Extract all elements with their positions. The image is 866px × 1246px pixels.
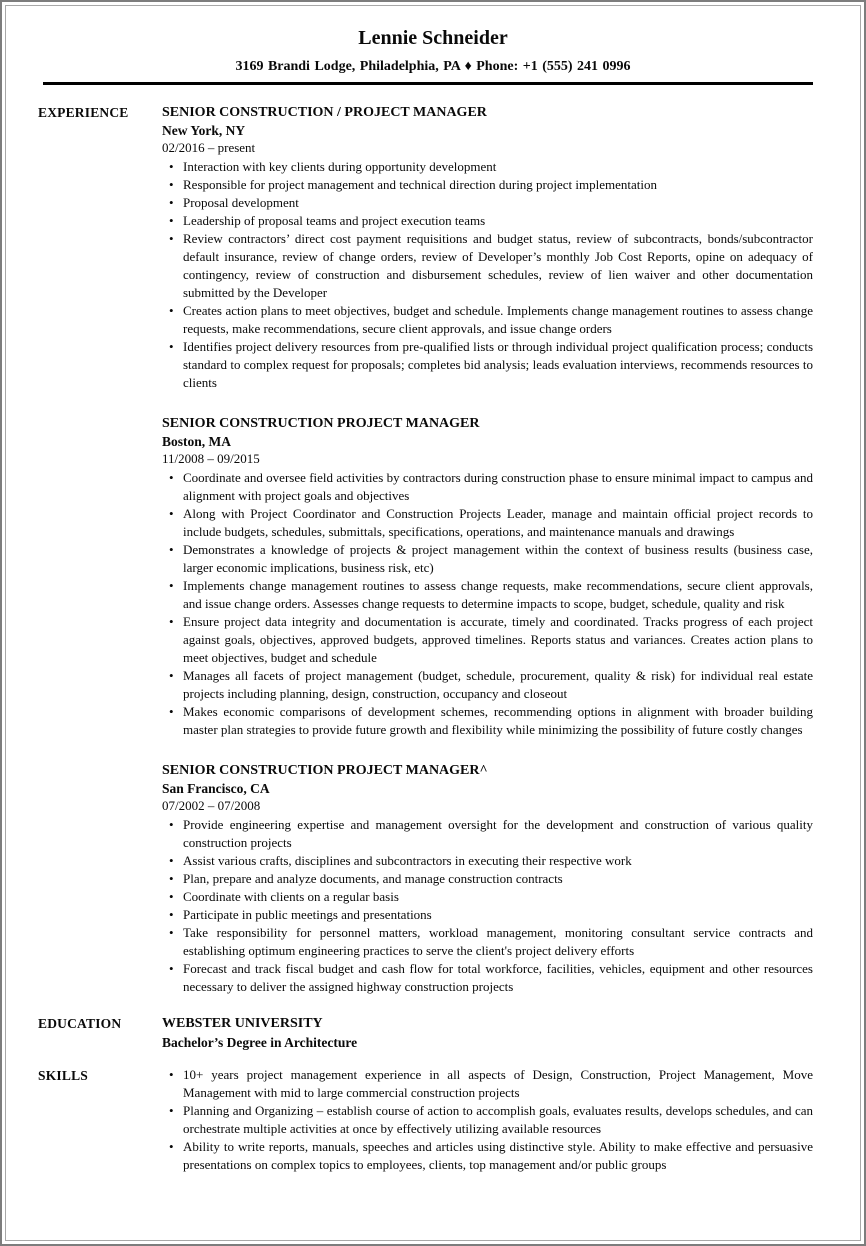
job-entry (162, 103, 813, 392)
bullet-item: • 10+ years project management experience in all aspects of Design, Construction, Project Management, Move Management with mid to large commercial construction projects (162, 1066, 813, 1102)
education-label: EDUCATION (38, 1016, 122, 1031)
job-bullet-list (162, 469, 813, 739)
bullet-item: • Leadership of proposal teams and project execution teams (162, 212, 813, 230)
contact-line: 3169 Brandi Lodge, Philadelphia, PA ♦ Phone: +1 (555) 241 0996 (235, 59, 631, 74)
skills-label: SKILLS (38, 1068, 88, 1083)
resume-header (6, 6, 860, 75)
bullet-item: • Take responsibility for personnel matters, workload management, monitoring consultant service contracts and establishing optimum engineering practices to serve the client's project delivery efforts (162, 924, 813, 960)
bullet-item: • Provide engineering expertise and management oversight for the development and construction of various quality construction projects (162, 816, 813, 852)
experience-label: EXPERIENCE (38, 105, 129, 120)
job-bullet-list (162, 816, 813, 996)
skills-body (162, 1066, 813, 1174)
job-title: SENIOR CONSTRUCTION / PROJECT MANAGER (162, 105, 487, 120)
job-title: SENIOR CONSTRUCTION PROJECT MANAGER^ (162, 763, 488, 778)
job-entry (162, 414, 813, 739)
bullet-item: • Along with Project Coordinator and Construction Projects Leader, manage and maintain official project records to include budgets, schedules, submittals, specifications, operations, and maintenance manuals and drawings (162, 505, 813, 541)
bullet-item: • Responsible for project management and technical direction during project implementation (162, 176, 813, 194)
bullet-item: • Coordinate and oversee field activities by contractors during construction phase to ensure minimal impact to campus and alignment with project goals and objectives (162, 469, 813, 505)
education-body (162, 1014, 813, 1052)
bullet-item: • Participate in public meetings and presentations (162, 906, 813, 924)
bullet-item: • Planning and Organizing – establish course of action to accomplish goals, evaluates results, develops schedules, and can orchestrate multiple activities at once by effectively utilizing available resources (162, 1102, 813, 1138)
bullet-item: • Makes economic comparisons of development schemes, recommending options in alignment with broader building master plan strategies to provide future growth and flexibility while minimizing the possibility of future costly changes (162, 703, 813, 739)
bullet-item: • Identifies project delivery resources from pre-qualified lists or through individual project qualification process; conducts standard to complex request for proposals; completes bid analysis; leads evaluation interviews, recommends resources to clients (162, 338, 813, 392)
bullet-item: • Manages all facets of project management (budget, schedule, procurement, quality & risk) for individual real estate projects including planning, design, construction, occupancy and closeout (162, 667, 813, 703)
bullet-item: • Demonstrates a knowledge of projects & project management within the context of business results (business case, larger economic implications, business risk, etc) (162, 541, 813, 577)
bullet-item: • Creates action plans to meet objectives, budget and schedule. Implements change management routines to assess change requests, make recommendations, secure client approvals, and issue change orders (162, 302, 813, 338)
job-location: San Francisco, CA (162, 781, 270, 796)
skills-bullet-list (162, 1066, 813, 1174)
bullet-item: • Assist various crafts, disciplines and subcontractors in executing their respective work (162, 852, 813, 870)
page-frame (5, 5, 861, 1241)
experience-body (162, 103, 813, 996)
section-skills (6, 1066, 860, 1174)
bullet-item: • Plan, prepare and analyze documents, and manage construction contracts (162, 870, 813, 888)
header-divider (43, 82, 813, 85)
education-school: WEBSTER UNIVERSITY (162, 1016, 323, 1031)
job-dates: 02/2016 – present (162, 140, 256, 155)
bullet-item: • Ability to write reports, manuals, speeches and articles using distinctive style. Ability to make effective and persuasive presentations on complex topics to employees, clients, top management and/or public groups (162, 1138, 813, 1174)
job-location: Boston, MA (162, 434, 232, 449)
bullet-item: • Coordinate with clients on a regular basis (162, 888, 813, 906)
bullet-item: • Ensure project data integrity and documentation is accurate, timely and coordinated. Tracks progress of each project against goals, objectives, approved budgets, approved timelines. Reports status and variances. Creates action plans to meet objectives, budget and schedule (162, 613, 813, 667)
bullet-item: • Review contractors’ direct cost payment requisitions and budget status, review of subcontracts, bonds/subcontractor default insurance, review of change orders, review of Developer’s monthly Job Cost Reports, opine on adequacy of contingency, review of construction and disbursement schedules, review of lien waiver and other documentation submitted by the Developer (162, 230, 813, 302)
bullet-item: • Proposal development (162, 194, 813, 212)
bullet-item: • Forecast and track fiscal budget and cash flow for total workforce, facilities, vehicles, equipment and other resources necessary to deliver the assigned highway construction projects (162, 960, 813, 996)
job-entry (162, 761, 813, 996)
job-location: New York, NY (162, 123, 246, 138)
job-dates: 11/2008 – 09/2015 (162, 451, 260, 466)
job-dates: 07/2002 – 07/2008 (162, 798, 261, 813)
job-title: SENIOR CONSTRUCTION PROJECT MANAGER (162, 416, 480, 431)
education-degree: Bachelor’s Degree in Architecture (162, 1035, 358, 1050)
section-education (6, 1014, 860, 1052)
bullet-item: • Interaction with key clients during opportunity development (162, 158, 813, 176)
section-experience (6, 103, 860, 996)
bullet-item: • Implements change management routines to assess change requests, make recommendations, secure client approvals, and issue change orders. Assesses change requests to determine impacts to scope, budget, schedule, quality and risk (162, 577, 813, 613)
job-bullet-list (162, 158, 813, 392)
candidate-name: Lennie Schneider (358, 27, 508, 49)
